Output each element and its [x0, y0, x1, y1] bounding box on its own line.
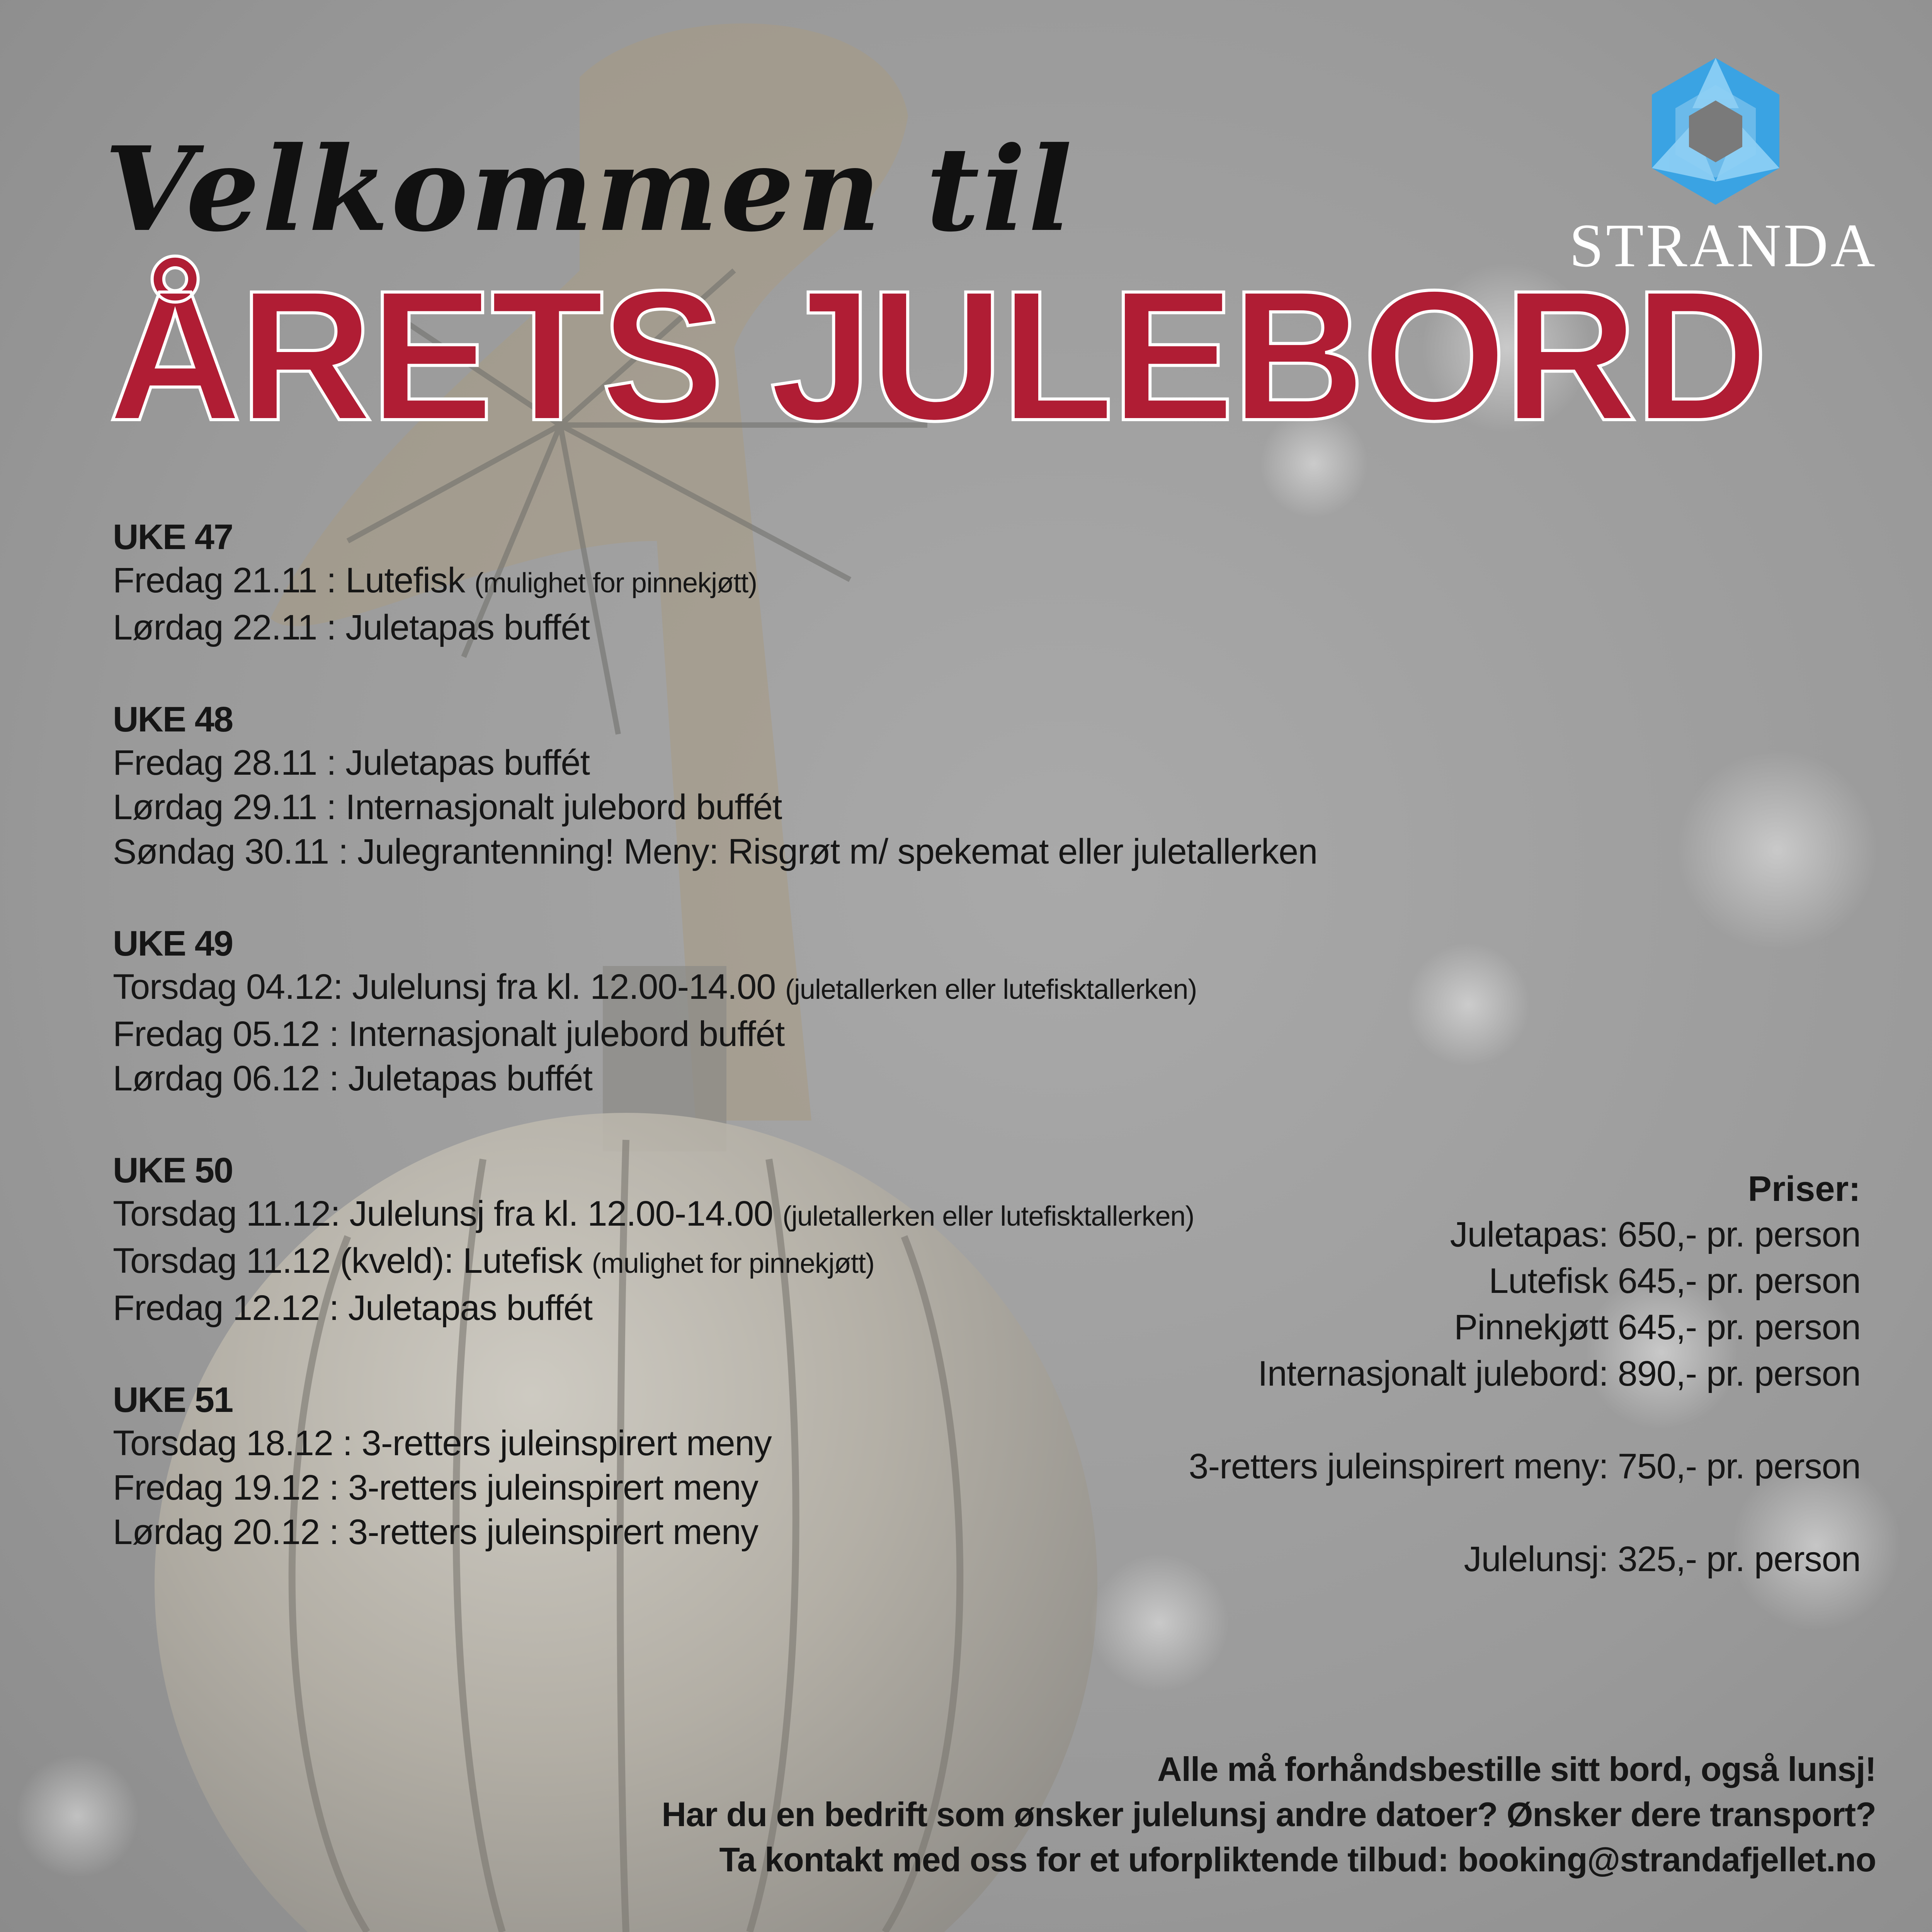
schedule-event: Fredag 21.11 : Lutefisk: [113, 561, 474, 600]
schedule-event: Fredag 12.12 : Juletapas buffét: [113, 1288, 592, 1328]
schedule-note: (mulighet for pinnekjøtt): [474, 568, 757, 599]
prices-heading: Priser:: [1748, 1169, 1861, 1209]
price-item: Lutefisk 645,- pr. person: [1488, 1261, 1861, 1301]
week-label: UKE 47: [113, 517, 233, 557]
schedule-row: [113, 830, 1388, 874]
schedule-event: Torsdag 11.12: Julelunsj fra kl. 12.00-14.00: [113, 1194, 783, 1233]
schedule-row: [113, 1056, 1388, 1101]
footer-line: Har du en bedrift som ønsker julelunsj andre datoer? Ønsker dere transport?: [662, 1795, 1876, 1833]
schedule-row: [113, 605, 1388, 650]
schedule-event: Torsdag 18.12 : 3-retters juleinspirert meny: [113, 1423, 772, 1463]
schedule-event: Fredag 19.12 : 3-retters juleinspirert meny: [113, 1468, 759, 1507]
schedule-event: Lørdag 20.12 : 3-retters juleinspirert meny: [113, 1512, 759, 1552]
price-item: Julelunsj: 325,- pr. person: [1464, 1539, 1861, 1579]
footer-line: Ta kontakt med oss for et uforpliktende tilbud: booking@strandafjellet.no: [719, 1840, 1876, 1879]
schedule-event: Lørdag 06.12 : Juletapas buffét: [113, 1059, 592, 1098]
schedule-row: [113, 965, 1388, 1012]
week-block: [113, 516, 1388, 650]
schedule-event: Fredag 05.12 : Internasjonalt julebord buffét: [113, 1014, 785, 1054]
price-item: Juletapas: 650,- pr. person: [1450, 1215, 1861, 1254]
schedule-event: Torsdag 11.12 (kveld): Lutefisk: [113, 1241, 592, 1281]
schedule-event: Torsdag 04.12: Julelunsj fra kl. 12.00-14.00: [113, 967, 785, 1007]
schedule-row: [113, 558, 1388, 605]
week-block: [113, 698, 1388, 874]
schedule-event: Lørdag 29.11 : Internasjonalt julebord buffét: [113, 787, 782, 827]
week-block: [113, 922, 1388, 1101]
brand-name: STRANDA: [1569, 211, 1878, 280]
price-item: Pinnekjøtt 645,- pr. person: [1454, 1308, 1861, 1347]
schedule-note: (juletallerken eller lutefisktallerken): [782, 1201, 1194, 1232]
footer-info: [662, 1747, 1876, 1882]
week-label: UKE 49: [113, 924, 233, 963]
page-title: ÅRETS JULEBORD: [108, 252, 1765, 459]
week-label: UKE 50: [113, 1151, 233, 1190]
schedule-event: Lørdag 22.11 : Juletapas buffét: [113, 608, 590, 647]
schedule-row: [113, 741, 1388, 785]
footer-line: Alle må forhåndsbestille sitt bord, også lunsj!: [1157, 1750, 1876, 1788]
schedule-note: (juletallerken eller lutefisktallerken): [785, 974, 1197, 1005]
welcome-heading: Velkommen til: [104, 121, 1075, 257]
week-label: UKE 48: [113, 700, 233, 739]
week-label: UKE 51: [113, 1380, 233, 1420]
schedule-event: Søndag 30.11 : Julegrantenning! Meny: Risgrøt m/ spekemat eller juletallerken: [113, 832, 1318, 871]
schedule-row: [113, 785, 1388, 830]
price-item: Internasjonalt julebord: 890,- pr. person: [1258, 1354, 1861, 1393]
schedule-event: Fredag 28.11 : Juletapas buffét: [113, 743, 590, 782]
schedule-row: [113, 1012, 1388, 1056]
price-list: [972, 1167, 1861, 1582]
schedule-note: (mulighet for pinnekjøtt): [592, 1248, 874, 1279]
price-item: 3-retters juleinspirert meny: 750,- pr. person: [1189, 1447, 1861, 1486]
